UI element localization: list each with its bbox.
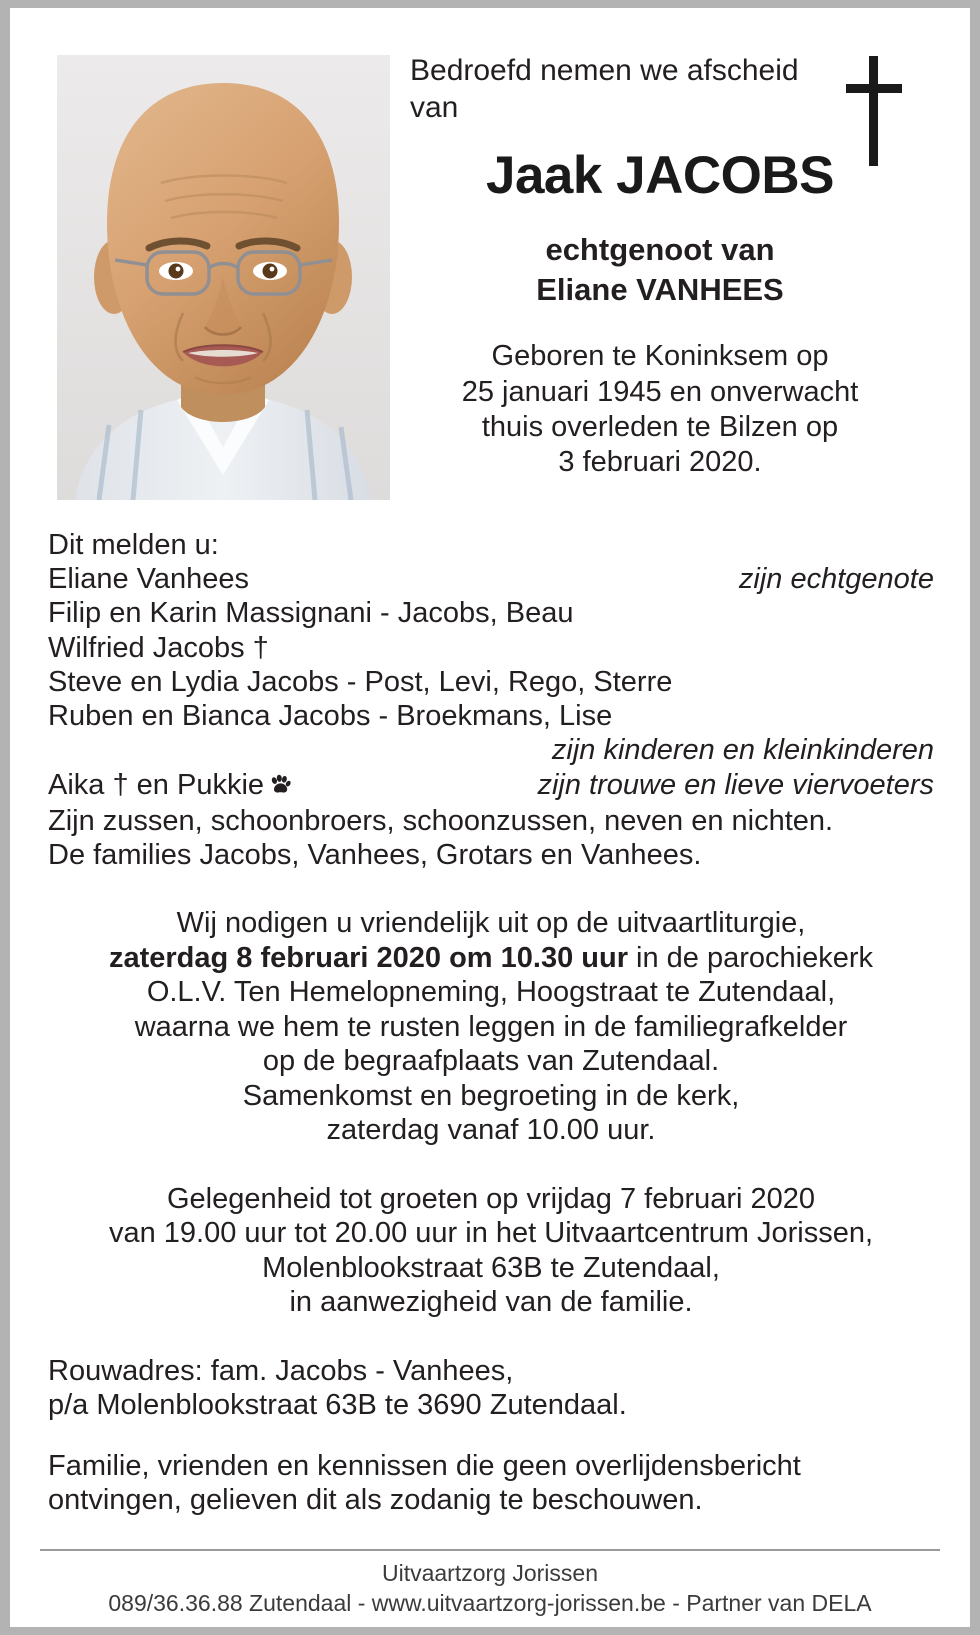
general-notice-block [48, 1449, 934, 1518]
visitation-line-4: in aanwezigheid van de familie. [289, 1286, 693, 1319]
announcement-entry-1: Filip en Karin Massignani - Jacobs, Beau [48, 597, 574, 630]
mourning-address-block [48, 1354, 934, 1423]
deceased-name: Jaak JACOBS [485, 146, 834, 206]
service-line-6: Samenkomst en begroeting in de kerk, [242, 1079, 740, 1112]
footer-company: Uitvaartzorg Jorissen [381, 1560, 599, 1587]
footer-contact: 089/36.36.88 Zutendaal - www.uitvaartzorg-jorissen.be - Partner van DELA [108, 1590, 872, 1617]
portrait-photo [57, 55, 390, 500]
service-line-5: op de begraafplaats van Zutendaal. [262, 1045, 720, 1078]
announcement-intro: Dit melden u: [48, 529, 219, 561]
relatives-line: Zijn zussen, schoonbroers, schoonzussen, neven en nichten. [48, 804, 834, 837]
card-header [10, 8, 970, 518]
spouse-block [410, 230, 910, 309]
service-line-7: zaterdag vanaf 10.00 uur. [326, 1114, 656, 1147]
notice-line-1: Familie, vrienden en kennissen die geen overlijdensbericht [48, 1449, 801, 1482]
visitation-block [48, 1182, 934, 1320]
announcement-block [48, 528, 934, 872]
children-role-label: zijn kinderen en kleinkinderen [551, 734, 934, 767]
service-line-1: Wij nodigen u vriendelijk uit op de uitvaartliturgie, [176, 907, 806, 940]
pets-name: Aika † en Pukkie [48, 768, 265, 801]
birth-death-line-4: 3 februari 2020. [558, 446, 762, 479]
card-inner [10, 8, 970, 1627]
spouse-name: Eliane VANHEES [536, 271, 784, 307]
service-line-2 [48, 941, 934, 976]
spouse-label: echtgenoot van [545, 232, 775, 268]
announcement-entry-2: Wilfried Jacobs † [48, 631, 269, 664]
service-datetime: zaterdag 8 februari 2020 om 10.30 uur [108, 941, 628, 974]
card-body [10, 528, 970, 1518]
lead-text: Bedroefd nemen we afscheid van [410, 54, 799, 125]
service-line-2-rest: in de parochiekerk [627, 941, 874, 974]
footer-divider [40, 1549, 940, 1551]
announcement-entry-spouse [48, 562, 934, 596]
birth-death-line-3: thuis overleden te Bilzen op [481, 411, 839, 444]
pets-row [48, 768, 934, 804]
announcement-entry-4: Ruben en Bianca Jacobs - Broekmans, Lise [48, 700, 613, 733]
visitation-line-3: Molenblookstraat 63B te Zutendaal, [262, 1251, 720, 1284]
header-text-block [410, 52, 910, 481]
service-line-3: O.L.V. Ten Hemelopneming, Hoogstraat te Zutendaal, [146, 976, 836, 1009]
service-line-4: waarna we hem te rusten leggen in de familiegrafkelder [134, 1010, 848, 1043]
birth-death-block [410, 339, 910, 481]
visitation-line-1: Gelegenheid tot groeten op vrijdag 7 februari 2020 [166, 1182, 816, 1215]
cross-icon [846, 56, 902, 166]
birth-death-line-2: 25 januari 1945 en onverwacht [461, 375, 859, 408]
visitation-line-2: van 19.00 uur tot 20.00 uur in het Uitvaartcentrum Jorissen, [108, 1217, 874, 1250]
pets-role: zijn trouwe en lieve viervoeters [537, 768, 934, 801]
paw-print-icon [268, 770, 292, 804]
families-line: De families Jacobs, Vanhees, Grotars en Vanhees. [48, 838, 702, 871]
notice-line-2: ontvingen, gelieven dit als zodanig te beschouwen. [48, 1484, 703, 1517]
card-footer [10, 1549, 970, 1627]
entry-name: Eliane Vanhees [48, 563, 250, 596]
entry-role: zijn echtgenote [738, 563, 934, 596]
pets-name-wrap [48, 768, 292, 804]
mourning-address-line-2: p/a Molenblookstraat 63B te 3690 Zutendaal. [48, 1389, 627, 1422]
birth-death-line-1: Geboren te Koninksem op [491, 340, 829, 373]
service-block [48, 906, 934, 1148]
announcement-entry-3: Steve en Lydia Jacobs - Post, Levi, Rego, Sterre [48, 665, 673, 698]
mourning-address-line-1: Rouwadres: fam. Jacobs - Vanhees, [48, 1354, 514, 1387]
